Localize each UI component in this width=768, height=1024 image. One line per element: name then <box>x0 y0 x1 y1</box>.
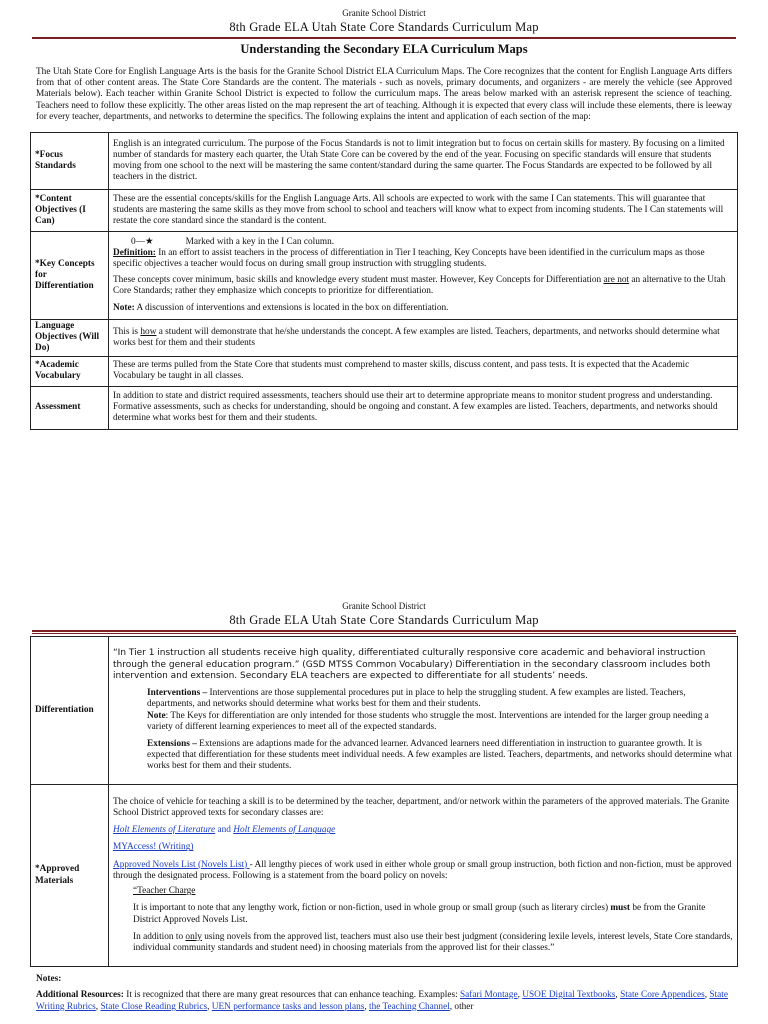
cover-text: These concepts cover minimum, basic skills and knowledge every student must master. However, Key Concepts for Differentiation <box>113 274 604 285</box>
note-label: Note: <box>113 302 135 313</box>
intro-paragraph: The Utah State Core for English Language Arts is the basis for the Granite School District ELA Curriculum Maps. The Core recognizes that the content for English Language Arts differs from that of other content areas. The State Core Standards are the content. The materials - such as novels, primary documents, and organizers - are merely the vehicle (see Approved Materials below). Each teacher within Granite School District is expected to follow the curriculum maps. The areas below marked with an asterisk represent the science of teaching. Teachers need to follow these explicitly. The other areas listed on the map represent the art of teaching. Although it is expected that every class will include these elements, there is leeway for every teacher, departments, and networks to determine the specifics. The following explains the intent and application of each section of the map: <box>36 67 732 122</box>
row-text-focus: English is an integrated curriculum. The purpose of the Focus Standards is not to limit integration but to focus on certain skills for mastery. By focusing on a limited number of standards for mastery each quarter, the Utah State Core can be covered by the end of the year. Focusing on specific standards will ensure that students moving from one school to the next will be mastering the same content/standard during the same quarter. The Focus Standards are expected to be followed by all teachers in the district. <box>109 133 738 190</box>
addition-text-end: using novels from the approved list, teachers must also use their best judgment (considering lexile levels, interest levels, State Core standards, individual community standards and student need) in choosing materials from the approved list for their classes.” <box>133 931 733 953</box>
definition-label: Definition: <box>113 248 156 259</box>
teacher-charge: “Teacher Charge <box>133 886 196 897</box>
key-caption: Marked with a key in the I Can column. <box>185 236 335 247</box>
table-row <box>31 785 738 967</box>
section-title: Understanding the Secondary ELA Curriculum Maps <box>240 42 528 56</box>
curriculum-sections-table <box>30 132 738 430</box>
notes-section <box>36 973 732 1013</box>
map-title: 8th Grade ELA Utah State Core Standards Curriculum Map <box>229 613 539 627</box>
diff-note-text: : The Keys for differentiation are only intended for those students who struggle the most. Interventions are intended for the larger group needing a variety of different learning experiences to meet all of the expected standards. <box>147 710 709 732</box>
row-label-language: Language Objectives (Will Do) <box>31 320 109 357</box>
resource-link-uen[interactable]: UEN performance tasks and lesson plans <box>211 1002 365 1012</box>
addition-underlined: only <box>185 931 202 942</box>
holt-and: and <box>215 825 234 836</box>
interventions-text: Interventions are those supplemental procedures put in place to help the struggling student. A few examples are listed. Teachers, departments, and networks should determine what works best for them and their students. <box>147 688 686 710</box>
table-row <box>31 232 738 320</box>
language-text-end: a student will demonstrate that he/she understands the concept. A few examples are listed. Teachers, departments, and networks should determine what works best for them and their students <box>113 326 720 348</box>
table-row <box>31 637 738 785</box>
notes-label: Notes: <box>36 974 62 984</box>
page-1 <box>30 8 738 430</box>
key-icon: 0—★ <box>131 236 154 247</box>
differentiation-quote: “In Tier 1 instruction all students receive high quality, differentiated culturally responsive core academic and behavioral instruction through the general education program.” (GSD MTSS Common Vocabulary) Differentiation in the secondary classroom includes both intervention and extension. Secondary ELA teachers are expected to differentiate for all students’ needs. <box>113 648 711 681</box>
extensions-text: Extensions are adaptions made for the advanced learner. Advanced learners need differentiation in instruction to guarantee growth. It is expected that differentiation for these students meet individual needs. A few examples are listed. Teachers, departments, and networks should determine what works best for them and their students. <box>147 738 733 772</box>
row-text-differentiation <box>109 637 738 785</box>
row-label-vocab: *Academic Vocabulary <box>31 356 109 386</box>
table-row <box>31 320 738 357</box>
row-label-approved: *Approved Materials <box>31 785 109 967</box>
title-rule <box>32 630 736 632</box>
resource-link-teaching-channel[interactable]: the Teaching Channel <box>369 1002 450 1012</box>
holt-language-link[interactable]: Holt Elements of Language <box>233 825 336 836</box>
resource-link-appendices[interactable]: State Core Appendices <box>620 990 705 1000</box>
row-label-focus: *Focus Standards <box>31 133 109 190</box>
novels-text: - All lengthy pieces of work used in either whole group or small group instruction, both fiction and non-fiction, must be approved through the designated process. Following is a statement from the board policy on novels: <box>113 859 732 881</box>
cover-text-underlined: are not <box>603 274 630 285</box>
row-text-assessment: In addition to state and district required assessments, teachers should use their art to determine appropriate means to monitor student progress and understanding. Formative assessments, such as checks for understanding, should be ongoing and constant. A few examples are listed. Teachers, departments, and networks should determine what works best for them and their students. <box>109 386 738 429</box>
resource-link-usoe[interactable]: USOE Digital Textbooks <box>522 990 616 1000</box>
myaccess-link[interactable]: MYAccess! (Writing) <box>113 842 194 853</box>
table-row <box>31 190 738 232</box>
table-row <box>31 133 738 190</box>
differentiation-table <box>30 636 738 967</box>
additional-resources-text: It is recognized that there are many great resources that can enhance teaching. Examples: <box>123 990 460 1000</box>
holt-literature-link[interactable]: Holt Elements of Literature <box>113 825 216 836</box>
table-row <box>31 386 738 429</box>
addition-text: In addition to <box>133 931 186 942</box>
row-label-assessment: Assessment <box>31 386 109 429</box>
diff-note-label: Note <box>147 710 166 721</box>
extensions-label: Extensions – <box>147 738 197 749</box>
table-row <box>31 356 738 386</box>
row-text-approved <box>109 785 738 967</box>
row-text-content: These are the essential concepts/skills for the English Language Arts. All schools are expected to work with the same I Can statements. This will guarantee that students are mastering the same skills as they move from school to school and teachers will know what to expect from incoming students. The I Can statements will restate the core standard since the standard is the content. <box>109 190 738 232</box>
row-label-content: *Content Objectives (I Can) <box>31 190 109 232</box>
resource-link-safari[interactable]: Safari Montage <box>460 990 518 1000</box>
approved-intro: The choice of vehicle for teaching a skill is to be determined by the teacher, department, and/or network within the parameters of the approved materials. The Granite School District approved texts for secondary classes are: <box>113 796 730 819</box>
cover-text-end: an alternative to the Utah Core Standards; rather they emphasize which concepts to prioritize for differentiation. <box>113 274 726 296</box>
title-rule-thin <box>32 633 736 634</box>
additional-resources-label: Additional Resources: <box>36 990 124 1000</box>
district-header: Granite School District <box>342 601 426 611</box>
definition-text: In an effort to assist teachers in the process of differentiation in Tier I teaching, Key Concepts have been identified in the curriculum maps as those specific objectives a teacher would focus on during small group instruction with struggling students. <box>113 248 705 270</box>
language-text-underlined: how <box>140 326 157 337</box>
resources-tail: , other <box>449 1002 474 1012</box>
title-rule <box>32 37 736 39</box>
additional-resources: Additional Resources: It is recognized that there are many great resources that can enhance teaching. Examples: Safari Montage, USOE Digital Textbooks, State Core Appendices, State Writing Rubrics, State Close Reading Rubrics, UEN performance tasks and lesson plans, the Teaching Channel, other <box>36 990 729 1012</box>
district-header: Granite School District <box>342 8 426 18</box>
page-2 <box>30 601 738 1013</box>
interventions-label: Interventions – <box>147 688 208 699</box>
important-text-end: be from the Granite District Approved Novels List. <box>133 903 706 925</box>
important-bold: must <box>610 903 631 914</box>
important-text: It is important to note that any lengthy work, fiction or non-fiction, used in whole group or small group (such as literary circles) <box>133 903 611 914</box>
novels-list-link[interactable]: Approved Novels List (Novels List) <box>113 859 250 870</box>
resource-link-writing-rubrics[interactable]: State Writing Rubrics <box>36 990 729 1012</box>
language-text: This is <box>113 326 141 337</box>
resource-link-close-reading[interactable]: State Close Reading Rubrics <box>100 1002 208 1012</box>
row-text-language <box>109 320 738 357</box>
row-text-vocab: These are terms pulled from the State Core that students must comprehend to master skills, discuss content, and pass tests. It is expected that the Academic Vocabulary be taught in all classes. <box>109 356 738 386</box>
note-text: A discussion of interventions and extensions is located in the box on differentiation. <box>134 302 449 313</box>
map-title: 8th Grade ELA Utah State Core Standards Curriculum Map <box>229 20 539 34</box>
row-text-key <box>109 232 738 320</box>
row-label-differentiation: Differentiation <box>31 637 109 785</box>
row-label-key: *Key Concepts for Differentiation <box>31 232 109 320</box>
